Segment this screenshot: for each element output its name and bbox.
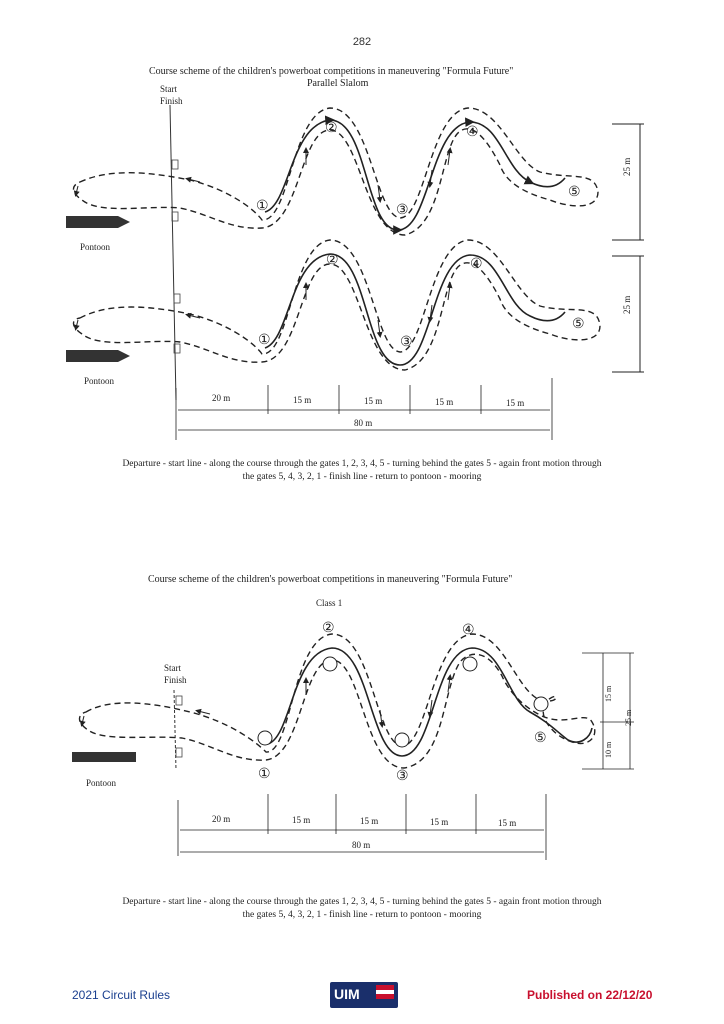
- diagram2-caption-line1: Departure - start line - along the course through the gates 1, 2, 3, 4, 5 - turning behind the gates 5 - again front motion through: [122, 897, 602, 907]
- diagram2-side-dim-total: 25 m: [624, 709, 633, 726]
- diagram1-title: Course scheme of the children's powerboat competitions in maneuvering "Formula Future": [149, 66, 514, 77]
- diagram2-pontoon: [72, 752, 136, 762]
- diagram1-bottom-course-solid: [265, 254, 565, 365]
- diagram2-dimension-lines: [178, 794, 546, 860]
- diagram1-caption-line2: the gates 5, 4, 3, 2, 1 - finish line - return to pontoon - mooring: [242, 472, 482, 482]
- diagram1-top-gate-2: ②: [325, 121, 338, 136]
- diagram1-start-label: Start: [160, 84, 177, 94]
- diagram1-pontoon-top: [66, 216, 130, 228]
- diagram1-bottom-gate-2: ②: [326, 253, 339, 268]
- diagram2-gate-1: ①: [258, 767, 271, 782]
- diagram2-flags: [176, 696, 182, 757]
- diagram2-seg-2: 15 m: [292, 815, 311, 825]
- diagram2-pontoon-label: Pontoon: [86, 778, 117, 788]
- diagram2-seg-5: 15 m: [498, 818, 517, 828]
- diagram1-bottom-gate-4: ④: [470, 257, 483, 272]
- diagram2-gate-2: ②: [322, 621, 335, 636]
- diagram1-top-gate-5: ⑤: [568, 185, 581, 200]
- diagram1-seg-1: 20 m: [212, 393, 231, 403]
- footer-left-text: 2021 Circuit Rules: [72, 988, 171, 1002]
- diagram1-top-course-solid: [265, 120, 565, 230]
- diagram2-finish-label: Finish: [164, 675, 187, 685]
- diagram1-pontoon-top-label: Pontoon: [80, 242, 111, 252]
- page-number: 282: [352, 36, 372, 48]
- diagram2-seg-4: 15 m: [430, 817, 449, 827]
- diagram1-side-dim-bottom: 25 m: [622, 295, 632, 314]
- diagram2-gate-3: ③: [396, 769, 409, 784]
- diagram1-caption-line1: Departure - start line - along the course through the gates 1, 2, 3, 4, 5 - turning behind the gates 5 - again front motion through: [122, 459, 602, 469]
- diagram2-side-dim-lower: 10 m: [604, 741, 613, 758]
- diagram2-start-label: Start: [164, 663, 181, 673]
- diagram1-start-line: [170, 105, 176, 400]
- diagram1-bottom-gate-1: ①: [258, 333, 271, 348]
- diagram1-pontoon-bottom: [66, 350, 130, 362]
- uim-logo-text: UIM: [334, 986, 360, 1002]
- diagram1-seg-2: 15 m: [293, 395, 312, 405]
- diagram2-subtitle: Class 1: [316, 598, 343, 608]
- diagram2-seg-1: 20 m: [212, 814, 231, 824]
- diagram1-top-gate-4: ④: [466, 125, 479, 140]
- diagram1-seg-4: 15 m: [435, 397, 454, 407]
- diagram1-finish-label: Finish: [160, 96, 183, 106]
- diagram1-side-dim-top: 25 m: [622, 157, 632, 176]
- diagram2-seg-3: 15 m: [360, 816, 379, 826]
- diagram1-caption: [60, 458, 664, 484]
- diagram2-total: 80 m: [352, 840, 371, 850]
- diagram1-total: 80 m: [354, 418, 373, 428]
- diagram2-gate-5: ⑤: [534, 731, 547, 746]
- diagram2-caption: [60, 896, 664, 922]
- diagram1-dimension-lines: [176, 378, 552, 440]
- diagram2-course-dashed: [80, 634, 595, 768]
- diagram1-seg-5: 15 m: [506, 398, 525, 408]
- diagram1-subtitle: Parallel Slalom: [307, 78, 369, 89]
- diagram2-gate-4: ④: [462, 623, 475, 638]
- diagram1-pontoon-bottom-label: Pontoon: [84, 376, 115, 386]
- diagram1-seg-3: 15 m: [364, 396, 383, 406]
- diagram1-bottom-gate-5: ⑤: [572, 317, 585, 332]
- footer-right-text: Published on 22/12/20: [527, 988, 653, 1002]
- diagram1-bottom-gate-3: ③: [400, 335, 413, 350]
- diagram2-caption-line2: the gates 5, 4, 3, 2, 1 - finish line - return to pontoon - mooring: [242, 910, 482, 920]
- uim-logo: [330, 982, 398, 1008]
- diagram2-title: Course scheme of the children's powerboat competitions in maneuvering "Formula Future": [148, 574, 513, 585]
- diagram1-top-gate-1: ①: [256, 199, 269, 214]
- diagram1-top-gate-3: ③: [396, 203, 409, 218]
- diagram2-side-dim-upper: 15 m: [604, 685, 613, 702]
